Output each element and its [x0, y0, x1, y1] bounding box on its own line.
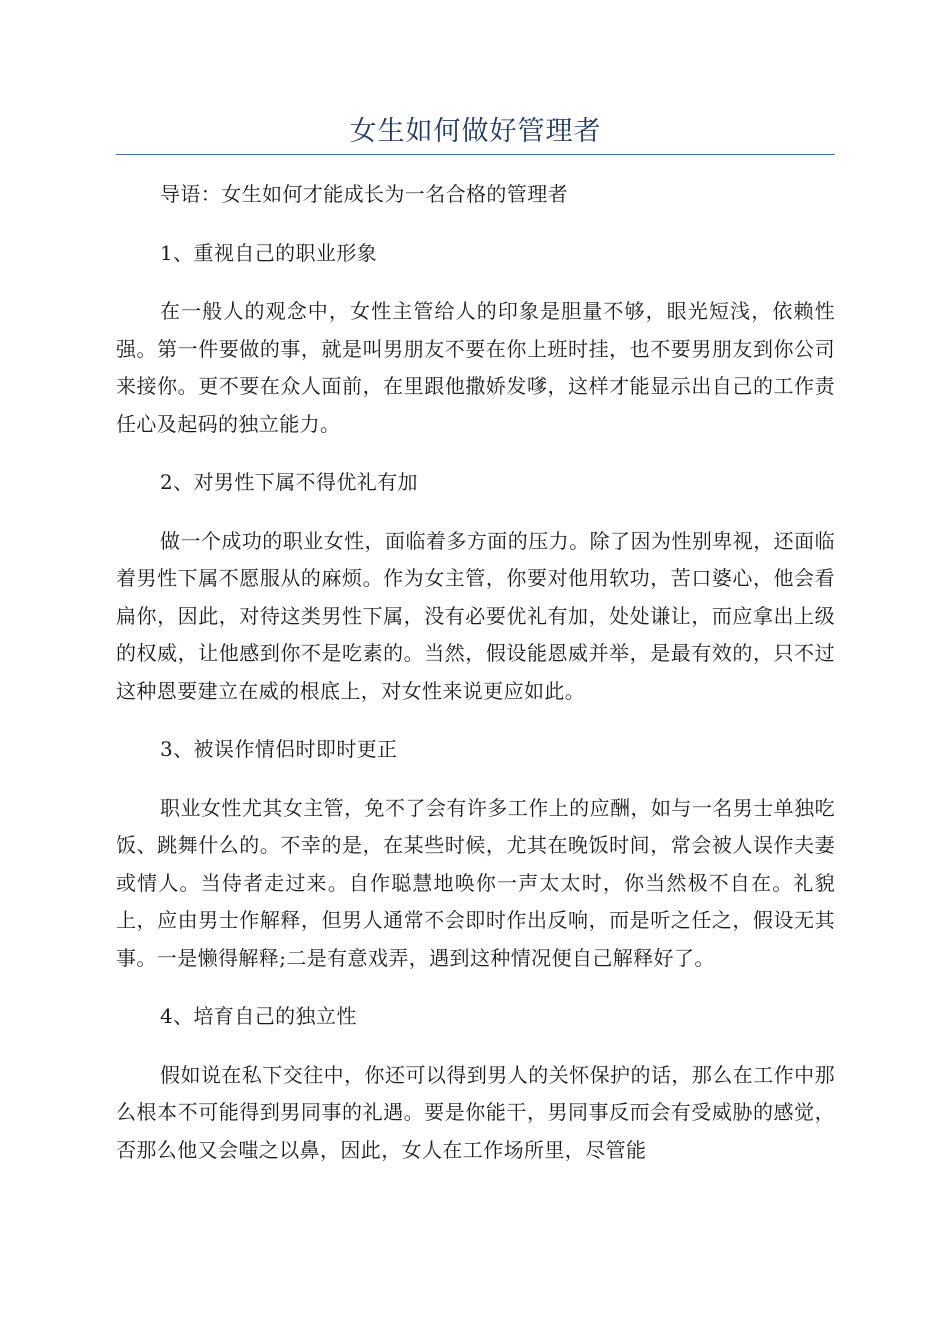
section-heading-1: 1、重视自己的职业形象	[160, 240, 378, 265]
body-paragraph: 在一般人的观念中，女性主管给人的印象是胆量不够，眼光短浅，依赖性强。第一件要做的事，就是叫男朋友不要在你上班时挂，也不要男朋友到你公司来接你。更不要在众人面前，在里跟他撒娇发嗲，这样才能显示出自己的工作责任心及起码的独立能力。	[116, 299, 835, 436]
title-underline	[116, 154, 835, 155]
body-paragraph: 职业女性尤其女主管，免不了会有许多工作上的应酬，如与一名男士单独吃饭、跳舞什么的。不幸的是，在某些时候，尤其在晚饭时间，常会被人误作夫妻或情人。当侍者走过来。自作聪慧地唤你一声太太时，你当然极不自在。礼貌上，应由男士作解释，但男人通常不会即时作出反响，而是听之任之，假设无其事。一是懒得解释;二是有意戏弄，遇到这种情况便自己解释好了。	[116, 795, 835, 970]
section-heading-4: 4、培育自己的独立性	[160, 1004, 357, 1028]
intro-paragraph: 导语：女生如何才能成长为一名合格的管理者	[160, 182, 568, 206]
document-title: 女生如何做好管理者	[349, 116, 602, 147]
document-body	[116, 176, 835, 1190]
section-heading-3: 3、被误作情侣时即时更正	[160, 737, 398, 761]
section-heading-2: 2、对男性下属不得优礼有加	[160, 470, 418, 494]
body-paragraph: 假如说在私下交往中，你还可以得到男人的关怀保护的话，那么在工作中那么根本不可能得到男同事的礼遇。要是你能干，男同事反而会有受威胁的感觉，否那么他又会嗤之以鼻，因此，女人在工作场所里，尽管能	[116, 1062, 835, 1162]
body-paragraph: 做一个成功的职业女性，面临着多方面的压力。除了因为性别卑视，还面临着男性下属不愿服从的麻烦。作为女主管，你要对他用软功，苦口婆心，他会看扁你，因此，对待这类男性下属，没有必要优礼有加，处处谦让，而应拿出上级的权威，让他感到你不是吃素的。当然，假设能恩威并举，是最有效的，只不过这种恩要建立在威的根底上，对女性来说更应如此。	[116, 528, 835, 703]
